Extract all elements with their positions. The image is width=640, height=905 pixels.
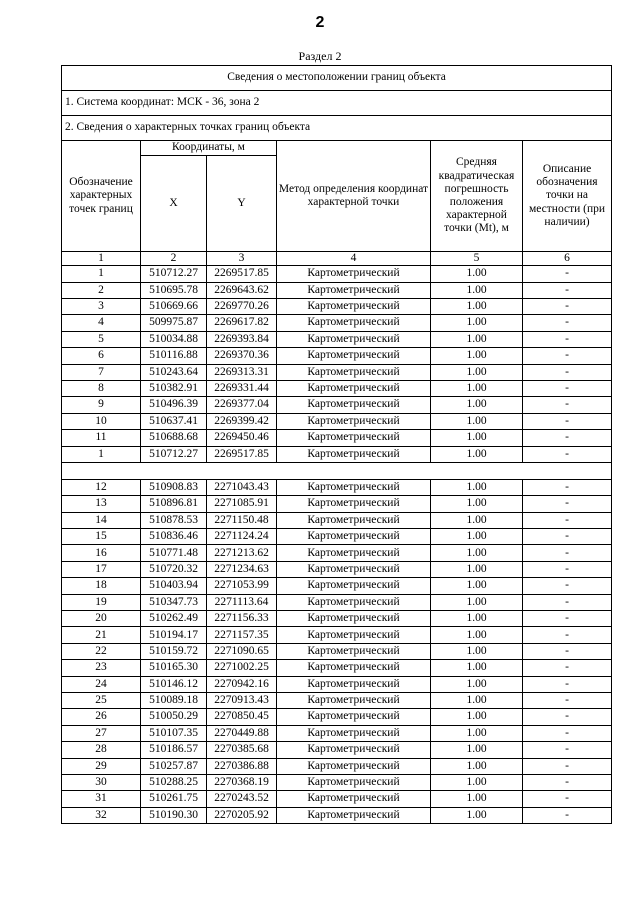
coord-x: 510257.87 (141, 758, 207, 774)
coord-y: 2270368.19 (207, 774, 277, 790)
point-description: - (523, 364, 612, 380)
coord-x: 510878.53 (141, 512, 207, 528)
table-row (62, 430, 612, 446)
rms-error: 1.00 (431, 512, 523, 528)
coord-y: 2270449.88 (207, 725, 277, 741)
point-description: - (523, 380, 612, 396)
point-description: - (523, 594, 612, 610)
method: Картометрический (277, 561, 431, 577)
point-description: - (523, 627, 612, 643)
group-separator-row (62, 462, 612, 479)
point-number: 3 (62, 299, 141, 315)
method: Картометрический (277, 315, 431, 331)
header-error: Средняя квадратическая погрешность положения характерной точки (Mt), м (431, 141, 523, 252)
coord-y: 2271053.99 (207, 578, 277, 594)
point-number: 1 (62, 266, 141, 282)
coord-x: 510261.75 (141, 791, 207, 807)
point-number: 7 (62, 364, 141, 380)
point-description: - (523, 512, 612, 528)
point-number: 29 (62, 758, 141, 774)
header-y: Y (207, 156, 277, 252)
table-row (62, 545, 612, 561)
table-row (62, 758, 612, 774)
point-description: - (523, 545, 612, 561)
method: Картометрический (277, 348, 431, 364)
rms-error: 1.00 (431, 446, 523, 462)
method: Картометрический (277, 446, 431, 462)
point-description: - (523, 348, 612, 364)
method: Картометрический (277, 331, 431, 347)
method: Картометрический (277, 676, 431, 692)
coord-y: 2269331.44 (207, 380, 277, 396)
table-row (62, 299, 612, 315)
method: Картометрический (277, 282, 431, 298)
rms-error: 1.00 (431, 315, 523, 331)
rms-error: 1.00 (431, 380, 523, 396)
method: Картометрический (277, 807, 431, 823)
table-row (62, 611, 612, 627)
method: Картометрический (277, 643, 431, 659)
rms-error: 1.00 (431, 496, 523, 512)
point-description: - (523, 282, 612, 298)
point-number: 6 (62, 348, 141, 364)
empty-separator-cell (62, 462, 612, 479)
method: Картометрический (277, 758, 431, 774)
point-number: 21 (62, 627, 141, 643)
point-number: 20 (62, 611, 141, 627)
coord-x: 510712.27 (141, 446, 207, 462)
coord-x: 510050.29 (141, 709, 207, 725)
rms-error: 1.00 (431, 545, 523, 561)
method: Картометрический (277, 627, 431, 643)
coord-x: 510720.32 (141, 561, 207, 577)
rms-error: 1.00 (431, 627, 523, 643)
method: Картометрический (277, 660, 431, 676)
method: Картометрический (277, 512, 431, 528)
rms-error: 1.00 (431, 397, 523, 413)
point-description: - (523, 660, 612, 676)
method: Картометрический (277, 413, 431, 429)
coord-x: 510688.68 (141, 430, 207, 446)
point-description: - (523, 578, 612, 594)
coord-y: 2271234.63 (207, 561, 277, 577)
coord-x: 509975.87 (141, 315, 207, 331)
point-description: - (523, 529, 612, 545)
point-description: - (523, 479, 612, 495)
coord-y: 2270850.45 (207, 709, 277, 725)
coordinate-system-row (62, 91, 612, 116)
method: Картометрический (277, 578, 431, 594)
coord-y: 2270205.92 (207, 807, 277, 823)
method: Картометрический (277, 479, 431, 495)
table-title-row (62, 66, 612, 91)
coord-x: 510186.57 (141, 742, 207, 758)
coord-y: 2271150.48 (207, 512, 277, 528)
point-number: 26 (62, 709, 141, 725)
column-number: 2 (141, 252, 207, 266)
method: Картометрический (277, 709, 431, 725)
method: Картометрический (277, 266, 431, 282)
method: Картометрический (277, 594, 431, 610)
rms-error: 1.00 (431, 578, 523, 594)
header-description: Описание обозначения точки на местности (при наличии) (523, 141, 612, 252)
coord-y: 2269617.82 (207, 315, 277, 331)
point-description: - (523, 496, 612, 512)
coord-x: 510262.49 (141, 611, 207, 627)
table-row (62, 348, 612, 364)
page-number: 2 (315, 14, 325, 31)
coord-x: 510116.88 (141, 348, 207, 364)
point-description: - (523, 742, 612, 758)
coord-y: 2271090.65 (207, 643, 277, 659)
point-number: 1 (62, 446, 141, 462)
rms-error: 1.00 (431, 611, 523, 627)
column-number: 1 (62, 252, 141, 266)
rms-error: 1.00 (431, 561, 523, 577)
point-number: 4 (62, 315, 141, 331)
point-description: - (523, 430, 612, 446)
coord-x: 510146.12 (141, 676, 207, 692)
table-row (62, 282, 612, 298)
coord-y: 2271156.33 (207, 611, 277, 627)
header-x: X (141, 156, 207, 252)
coord-x: 510089.18 (141, 692, 207, 708)
coord-x: 510382.91 (141, 380, 207, 396)
table-row (62, 578, 612, 594)
point-number: 18 (62, 578, 141, 594)
table-row (62, 315, 612, 331)
method: Картометрический (277, 496, 431, 512)
point-number: 5 (62, 331, 141, 347)
coord-x: 510194.17 (141, 627, 207, 643)
point-description: - (523, 758, 612, 774)
coord-x: 510034.88 (141, 331, 207, 347)
point-number: 11 (62, 430, 141, 446)
method: Картометрический (277, 299, 431, 315)
point-number: 16 (62, 545, 141, 561)
coord-x: 510712.27 (141, 266, 207, 282)
point-number: 19 (62, 594, 141, 610)
table-row (62, 742, 612, 758)
point-number: 23 (62, 660, 141, 676)
point-number: 22 (62, 643, 141, 659)
point-description: - (523, 315, 612, 331)
coord-y: 2269517.85 (207, 446, 277, 462)
coord-x: 510288.25 (141, 774, 207, 790)
table-row (62, 791, 612, 807)
table-row (62, 496, 612, 512)
rms-error: 1.00 (431, 774, 523, 790)
point-description: - (523, 643, 612, 659)
column-number: 6 (523, 252, 612, 266)
point-description: - (523, 561, 612, 577)
rms-error: 1.00 (431, 660, 523, 676)
rms-error: 1.00 (431, 266, 523, 282)
rms-error: 1.00 (431, 282, 523, 298)
header-row-1 (62, 141, 612, 156)
coord-y: 2270913.43 (207, 692, 277, 708)
rms-error: 1.00 (431, 594, 523, 610)
table-row (62, 413, 612, 429)
coord-y: 2270942.16 (207, 676, 277, 692)
coord-x: 510669.66 (141, 299, 207, 315)
coord-y: 2269517.85 (207, 266, 277, 282)
point-number: 25 (62, 692, 141, 708)
table-row (62, 725, 612, 741)
table-row (62, 627, 612, 643)
coord-y: 2269377.04 (207, 397, 277, 413)
column-number: 3 (207, 252, 277, 266)
method: Картометрический (277, 774, 431, 790)
method: Картометрический (277, 692, 431, 708)
coord-y: 2270386.88 (207, 758, 277, 774)
table-row (62, 643, 612, 659)
rms-error: 1.00 (431, 692, 523, 708)
rms-error: 1.00 (431, 430, 523, 446)
table-row (62, 512, 612, 528)
method: Картометрический (277, 364, 431, 380)
point-number: 30 (62, 774, 141, 790)
table-row (62, 364, 612, 380)
rms-error: 1.00 (431, 364, 523, 380)
table-row (62, 479, 612, 495)
section-label: Раздел 2 (298, 49, 342, 63)
points-info-row (62, 116, 612, 141)
coord-x: 510896.81 (141, 496, 207, 512)
coord-y: 2270385.68 (207, 742, 277, 758)
table-row (62, 561, 612, 577)
table-row (62, 660, 612, 676)
point-number: 2 (62, 282, 141, 298)
point-description: - (523, 692, 612, 708)
point-number: 13 (62, 496, 141, 512)
point-number: 9 (62, 397, 141, 413)
point-description: - (523, 331, 612, 347)
rms-error: 1.00 (431, 348, 523, 364)
method: Картометрический (277, 380, 431, 396)
coord-x: 510243.64 (141, 364, 207, 380)
coord-y: 2271124.24 (207, 529, 277, 545)
table-row (62, 331, 612, 347)
header-method: Метод определения координат характерной точки (277, 141, 431, 252)
point-number: 17 (62, 561, 141, 577)
coord-y: 2271002.25 (207, 660, 277, 676)
rms-error: 1.00 (431, 529, 523, 545)
coord-y: 2271213.62 (207, 545, 277, 561)
point-description: - (523, 266, 612, 282)
header-coordinates: Координаты, м (141, 141, 277, 156)
coord-y: 2270243.52 (207, 791, 277, 807)
table-row (62, 807, 612, 823)
coord-x: 510190.30 (141, 807, 207, 823)
coord-x: 510403.94 (141, 578, 207, 594)
coord-y: 2269399.42 (207, 413, 277, 429)
boundary-points-table (61, 65, 612, 824)
coord-y: 2269450.46 (207, 430, 277, 446)
rms-error: 1.00 (431, 807, 523, 823)
coord-y: 2271157.35 (207, 627, 277, 643)
point-number: 24 (62, 676, 141, 692)
point-description: - (523, 299, 612, 315)
point-description: - (523, 709, 612, 725)
point-number: 32 (62, 807, 141, 823)
point-description: - (523, 807, 612, 823)
coord-x: 510496.39 (141, 397, 207, 413)
rms-error: 1.00 (431, 791, 523, 807)
coord-x: 510347.73 (141, 594, 207, 610)
point-description: - (523, 611, 612, 627)
column-number: 4 (277, 252, 431, 266)
coord-y: 2269770.26 (207, 299, 277, 315)
point-number: 14 (62, 512, 141, 528)
point-description: - (523, 791, 612, 807)
coord-x: 510836.46 (141, 529, 207, 545)
coord-x: 510771.48 (141, 545, 207, 561)
method: Картометрический (277, 529, 431, 545)
coord-y: 2269313.31 (207, 364, 277, 380)
point-number: 8 (62, 380, 141, 396)
table-row (62, 774, 612, 790)
table-row (62, 692, 612, 708)
table-row (62, 397, 612, 413)
rms-error: 1.00 (431, 676, 523, 692)
point-number: 27 (62, 725, 141, 741)
rms-error: 1.00 (431, 331, 523, 347)
point-description: - (523, 725, 612, 741)
coord-x: 510159.72 (141, 643, 207, 659)
column-number: 5 (431, 252, 523, 266)
table-title: Сведения о местоположении границ объекта (62, 66, 612, 91)
rms-error: 1.00 (431, 643, 523, 659)
point-number: 31 (62, 791, 141, 807)
coord-y: 2269370.36 (207, 348, 277, 364)
table-row (62, 529, 612, 545)
column-numbers-row (62, 252, 612, 266)
rms-error: 1.00 (431, 758, 523, 774)
coord-y: 2271043.43 (207, 479, 277, 495)
table-row (62, 676, 612, 692)
method: Картометрический (277, 545, 431, 561)
coord-y: 2269643.62 (207, 282, 277, 298)
header-designation: Обозначение характерных точек границ (62, 141, 141, 252)
rms-error: 1.00 (431, 299, 523, 315)
method: Картометрический (277, 725, 431, 741)
method: Картометрический (277, 611, 431, 627)
method: Картометрический (277, 742, 431, 758)
point-description: - (523, 413, 612, 429)
table-row (62, 594, 612, 610)
rms-error: 1.00 (431, 709, 523, 725)
method: Картометрический (277, 791, 431, 807)
coord-x: 510165.30 (141, 660, 207, 676)
coord-y: 2271113.64 (207, 594, 277, 610)
coord-x: 510695.78 (141, 282, 207, 298)
coord-x: 510908.83 (141, 479, 207, 495)
point-number: 12 (62, 479, 141, 495)
method: Картометрический (277, 430, 431, 446)
point-description: - (523, 676, 612, 692)
coord-x: 510637.41 (141, 413, 207, 429)
table-row (62, 266, 612, 282)
coord-x: 510107.35 (141, 725, 207, 741)
point-description: - (523, 397, 612, 413)
rms-error: 1.00 (431, 742, 523, 758)
table-row (62, 380, 612, 396)
points-info-heading: 2. Сведения о характерных точках границ объекта (62, 116, 612, 141)
coord-y: 2271085.91 (207, 496, 277, 512)
rms-error: 1.00 (431, 725, 523, 741)
coordinate-system: 1. Система координат: МСК - 36, зона 2 (62, 91, 612, 116)
point-number: 28 (62, 742, 141, 758)
point-number: 10 (62, 413, 141, 429)
table-row (62, 709, 612, 725)
point-description: - (523, 446, 612, 462)
point-description: - (523, 774, 612, 790)
method: Картометрический (277, 397, 431, 413)
table-row (62, 446, 612, 462)
rms-error: 1.00 (431, 413, 523, 429)
point-number: 15 (62, 529, 141, 545)
rms-error: 1.00 (431, 479, 523, 495)
coord-y: 2269393.84 (207, 331, 277, 347)
